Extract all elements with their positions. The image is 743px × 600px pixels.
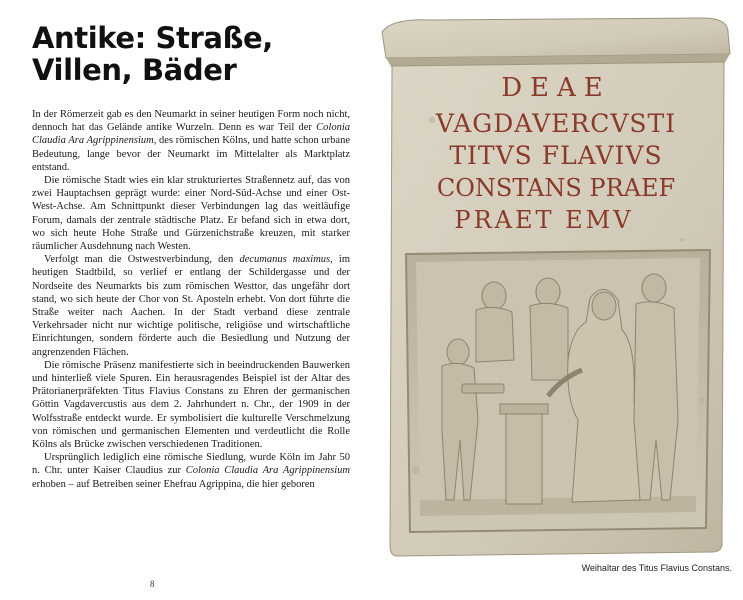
paragraph-3: Verfolgt man die Ostwestverbindung, den decumanus maximus, im heutigen Stadtbild, so verlief er entlang der Schildergasse und der Nordseite des Neumarkts bis zum römischen Westtor, das ungefähr dort stand, wo sich heute der Chor von St. Aposteln erhebt. Von dort führte die Straße weiter nach Aachen. In der Stadt verband diese zentrale Verkehrsader nicht nur wichtige politische, religiöse und wirtschaftliche Einrichtungen, sondern förderte auch die Besiedlung und Nutzung der angrenzenden Flächen. (32, 254, 350, 358)
image-caption: Weihaltar des Titus Flavius Constans. (581, 563, 732, 573)
inscription-line-1: DEAE (501, 73, 611, 103)
inscription-line-4: CONSTANS PRAEF (436, 174, 676, 202)
inscription-line-5: PRAET EMV (454, 206, 634, 234)
right-page (372, 0, 743, 600)
title-line-1: Antike: Straße, (32, 21, 273, 55)
page-title (32, 22, 352, 86)
altar-photo (372, 0, 743, 560)
latin-term: Colonia Claudia Ara Agrippinensium (32, 122, 350, 147)
page-number: 8 (150, 579, 155, 589)
paragraph-4: Die römische Präsenz manifestierte sich in beeindruckenden Bauwerken und hinterließ viele Spuren. Ein herausragendes Beispiel ist der Altar des Prätorianerpräfekten Titus Flavius Constans zu Ehren der germanischen Göttin Vagdavercustis aus dem 2. Jahrhundert n. Chr., der 1909 in der Wolfsstraße entdeckt wurde. Er symbolisiert die kulturelle Verschmelzung von römischen und germanischen Elementen und verdeutlicht die Rolle Kölns als Brücke zwischen verschiedenen Traditionen. (32, 359, 350, 451)
paragraph-5: Ursprünglich lediglich eine römische Siedlung, wurde Köln im Jahr 50 n. Chr. unter Kaiser Claudius zur Colonia Claudia Ara Agrippinensium erhoben – auf Betreiben seiner Ehefrau Agrippina, die hier geboren (32, 452, 350, 490)
altar-cornice (382, 18, 730, 58)
inscription-line-3: TITVS FLAVIVS (449, 141, 663, 170)
paragraph-2: Die römische Stadt wies ein klar strukturiertes Straßennetz auf, das von zwei Hauptachsen geprägt wurde: einer Nord-Süd-Achse und einer Ost-West-Achse. Am Schnittpunkt dieser Verbindungen lag das weitläufige Forum, damals der zentrale städtische Platz. Er befand sich in etwa dort, wo sich heute Hohe Straße und Gürzenichstraße kreuzen, mit starker räumlicher Ausdehnung nach Westen. (32, 175, 350, 253)
article-body (32, 108, 350, 491)
inscription-line-2: VAGDAVERCVSTI (435, 109, 677, 138)
latin-term: decumanus maximus (239, 254, 331, 266)
paragraph-1: In der Römerzeit gab es den Neumarkt in seiner heutigen Form noch nicht, dennoch hat das Gelände antike Wurzeln. Denn es war Teil der Colonia Claudia Ara Agrippinensium, des römischen Kölns, und hatte schon urbane Bedeutung, lange bevor der Neumarkt im Mittelalter als Marktplatz entstand. (32, 109, 350, 173)
title-line-2: Villen, Bäder (32, 53, 237, 87)
latin-term: Colonia Claudia Ara Agrippinensium (185, 465, 350, 477)
